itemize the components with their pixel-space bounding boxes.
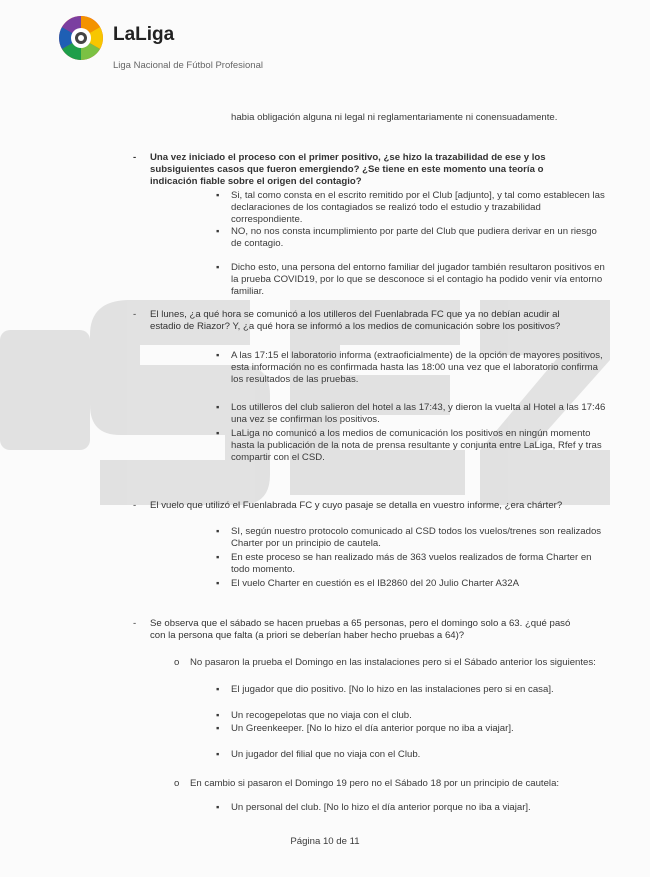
answer-bullet: ▪ NO, no nos consta incumplimiento por parte del Club que pudiera derivar en un riesgo de contagio. xyxy=(216,226,597,250)
answer-bullet: ▪ Un recogepelotas que no viaja con el club. xyxy=(216,710,412,721)
sub-item: o No pasaron la prueba el Domingo en las instalaciones pero si el Sábado anterior los siguientes: xyxy=(174,657,596,668)
continuation-text: habia obligación alguna ni legal ni reglamentariamente ni conensuadamente. xyxy=(231,112,558,123)
answer-bullet: ▪ El vuelo Charter en cuestión es el IB2860 del 20 Julio Charter A32A xyxy=(216,578,519,589)
logo-wordmark: LaLiga xyxy=(113,24,175,45)
answer-bullet: ▪ El jugador que dio positivo. [No lo hizo en las instalaciones pero si en casa]. xyxy=(216,684,554,695)
logo-subtitle: Liga Nacional de Fútbol Profesional xyxy=(113,60,263,71)
question-4: - Se observa que el sábado se hacen pruebas a 65 personas, pero el domingo solo a 63. ¿qué pasó con la persona que falta (a priori se deberían haber hecho pruebas a 64)? xyxy=(133,618,571,642)
answer-bullet: ▪ Si, tal como consta en el escrito remitido por el Club [adjunto], y tal como establecen las declaraciones de los contagiados se realizó todo el estudio y trazabilidad correspondiente. xyxy=(216,190,605,226)
question-1: - Una vez iniciado el proceso con el primer positivo, ¿se hizo la trazabilidad de ese y los subsiguientes casos que fueron emergiendo? ¿Se tiene en este momento una teoría o indicación fiable sobre el origen del contagio? xyxy=(133,152,546,188)
answer-bullet: ▪ Un Greenkeeper. [No lo hizo el día anterior porque no iba a viajar]. xyxy=(216,723,514,734)
answer-bullet: ▪ Un jugador del filial que no viaja con el Club. xyxy=(216,749,421,760)
answer-bullet: ▪ A las 17:15 el laboratorio informa (extraoficialmente) de la opción de mayores positivos, esta información no es confirmada hasta las 18:00 una vez que el laboratorio confirma los resultados de las pruebas. xyxy=(216,350,603,386)
question-3: - El vuelo que utilizó el Fuenlabrada FC y cuyo pasaje se detalla en vuestro informe, ¿era chárter? xyxy=(133,500,563,511)
answer-bullet: ▪ LaLiga no comunicó a los medios de comunicación los positivos en ningún momento hasta la publicación de la nota de prensa resultante y conjunta entre LaLiga, Rfef y tras compartir con el CSD. xyxy=(216,428,602,464)
answer-bullet: ▪ SI, según nuestro protocolo comunicado al CSD todos los vuelos/trenes son realizados Charter por un principio de cautela. xyxy=(216,526,602,550)
answer-bullet: ▪ Dicho esto, una persona del entorno familiar del jugador también resultaron positivos en la prueba COVID19, por lo que se desconoce si el contagio ha podido venir vía entorno familiar. xyxy=(216,262,605,298)
sub-item: o En cambio si pasaron el Domingo 19 pero no el Sábado 18 por un principio de cautela: xyxy=(174,778,560,789)
page-number: Página 10 de 11 xyxy=(290,836,360,847)
question-2: - El lunes, ¿a qué hora se comunicó a los utilleros del Fuenlabrada FC que ya no debían acudir al estadio de Riazor? Y, ¿a qué hora se informó a los medios de comunicación sobre los positivos? xyxy=(133,309,561,333)
answer-bullet: ▪ Un personal del club. [No lo hizo el día anterior porque no iba a viajar]. xyxy=(216,802,531,813)
laliga-logo-icon xyxy=(55,12,107,64)
answer-bullet: ▪ En este proceso se han realizado más de 363 vuelos realizados de forma Charter en todo momento. xyxy=(216,552,592,576)
answer-bullet: ▪ Los utilleros del club salieron del hotel a las 17:43, y dieron la vuelta al Hotel a las 17:46 una vez se confirman los positivos. xyxy=(216,402,606,426)
